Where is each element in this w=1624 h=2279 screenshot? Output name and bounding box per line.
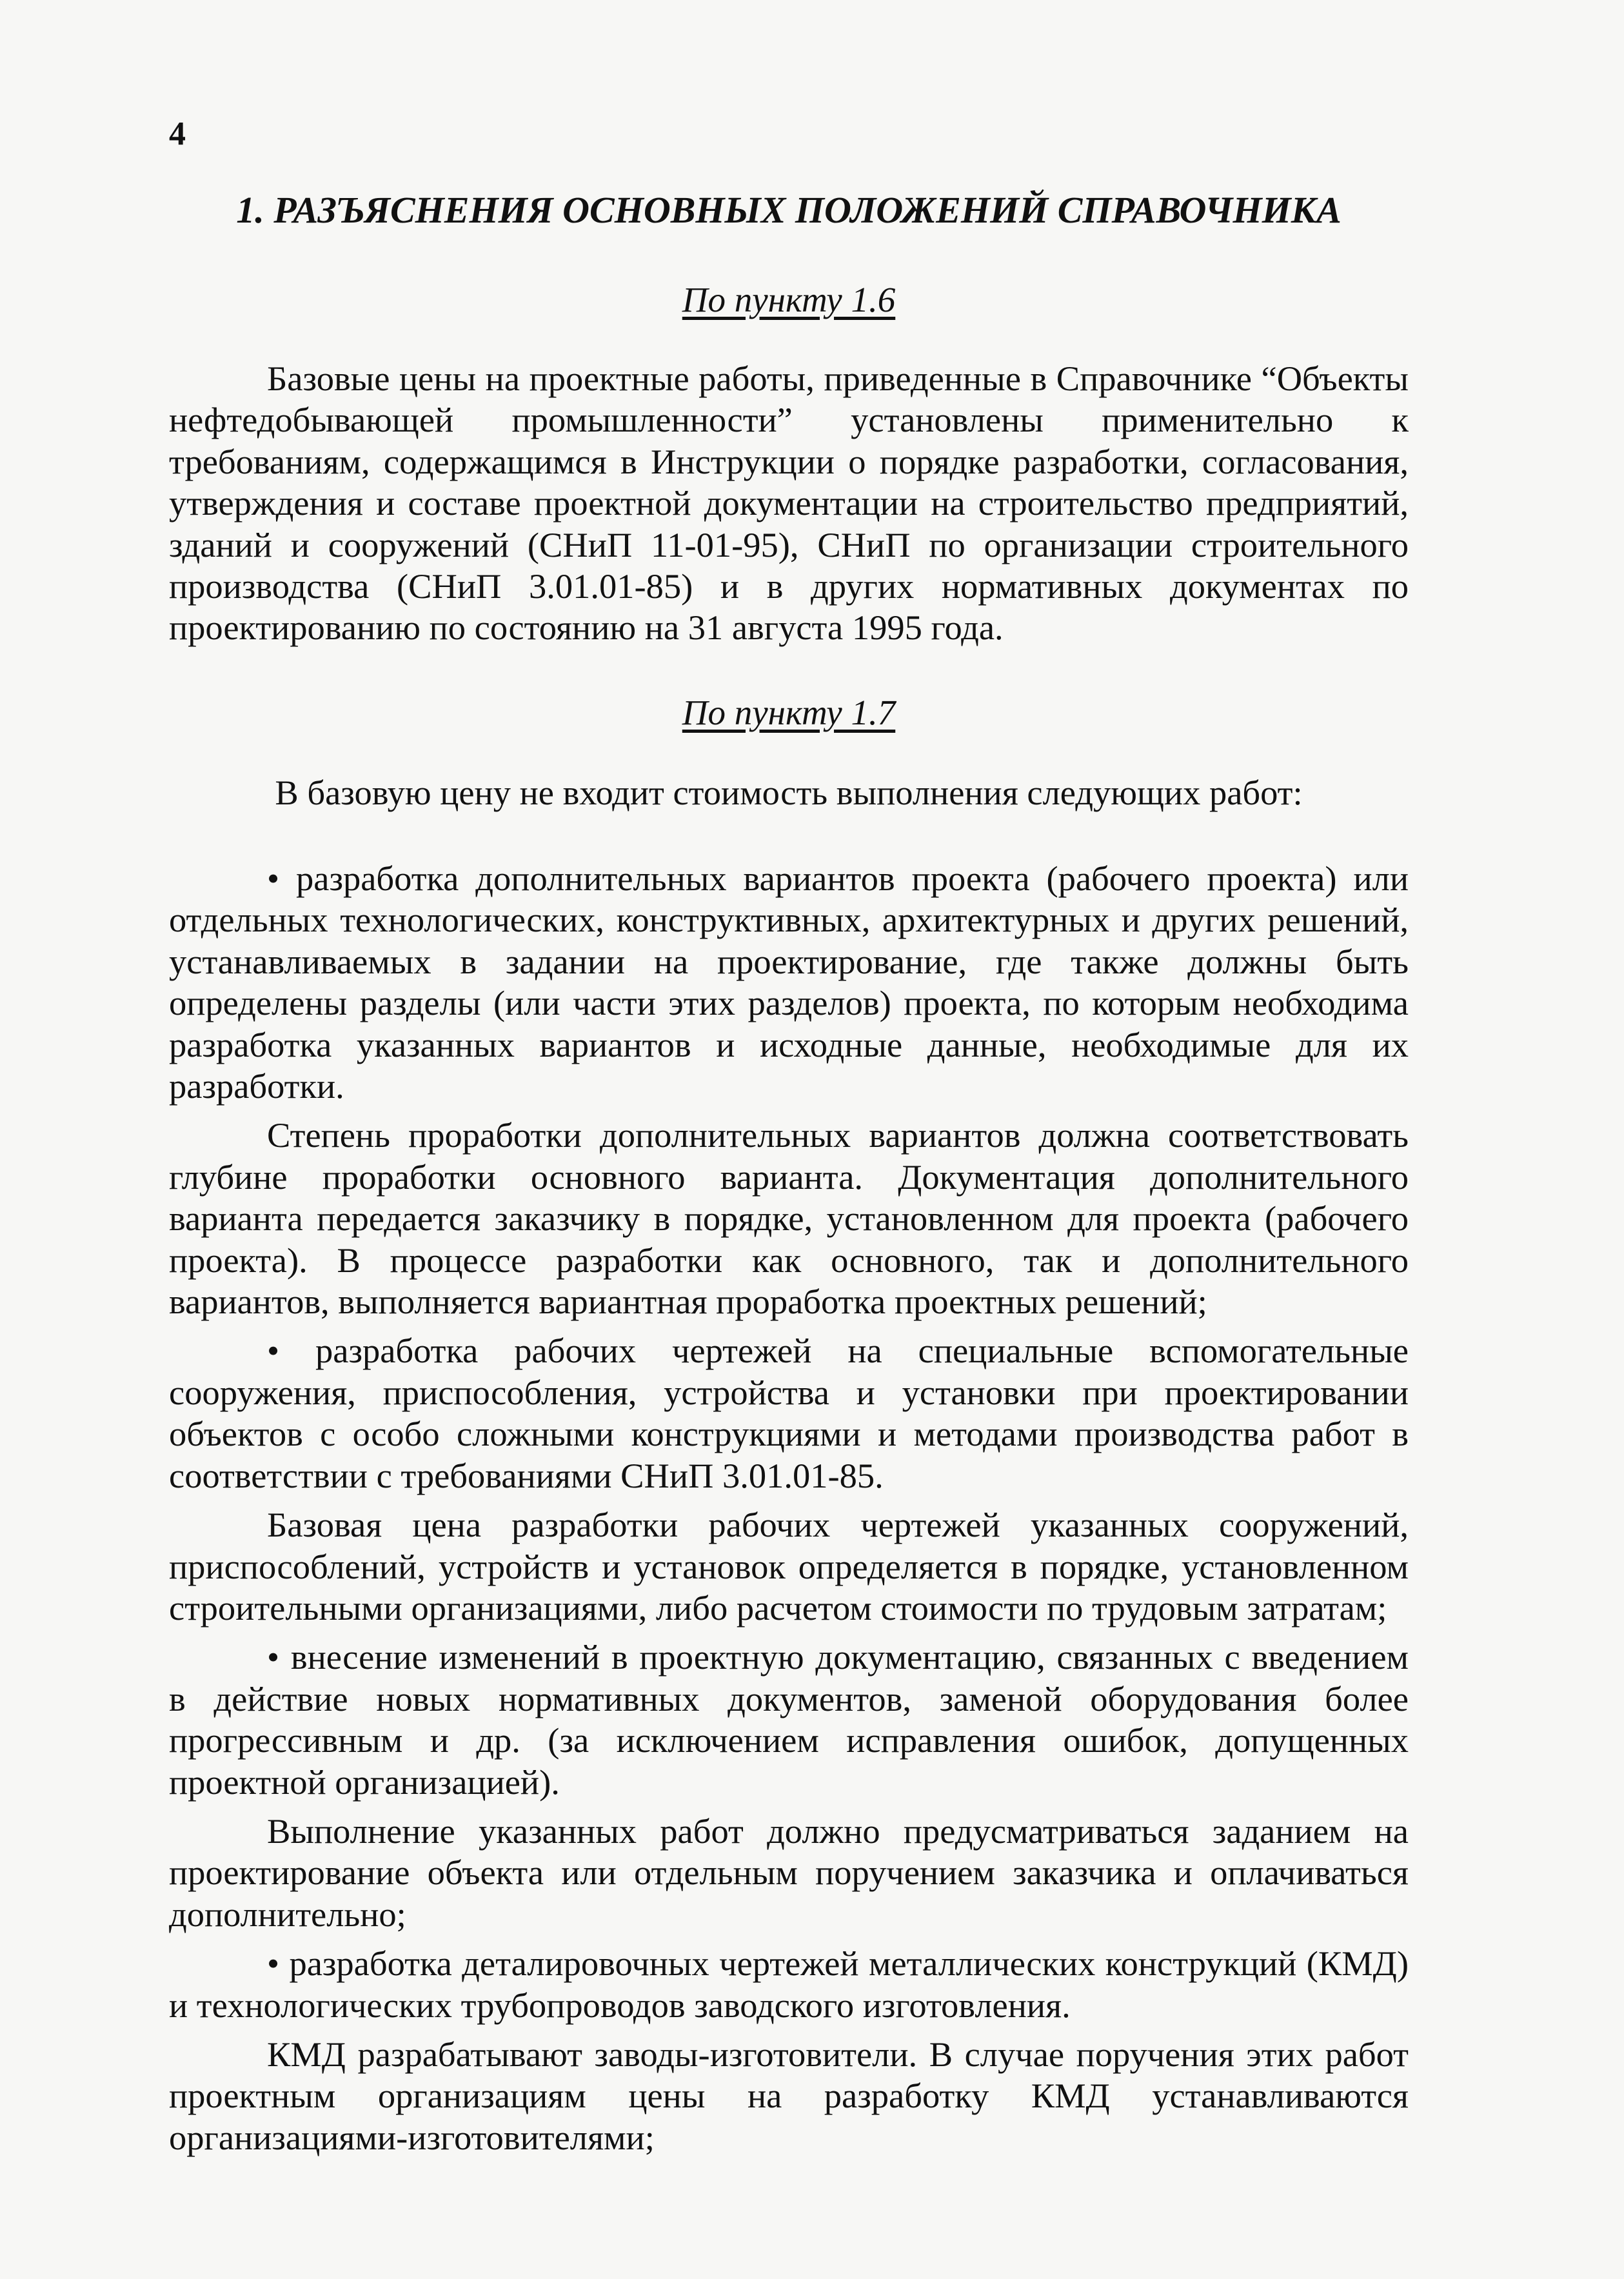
paragraph: • разработка рабочих чертежей на специальные вспомогательные сооружения, приспособления, устройства и установки при проектировании объектов с особо сложными конструкциями и методами производства работ в соответствии с требованиями СНиП 3.01.01-85. <box>169 1331 1409 1495</box>
section-heading-1-7: По пункту 1.7 <box>682 693 896 732</box>
page-number: 4 <box>169 115 186 152</box>
paragraph: КМД разрабатывают заводы-изготовители. В случае поручения этих работ проектным организациям цены на разработку КМД устанавливаются организациями-изготовителями; <box>169 2034 1409 2157</box>
section-1-6-body <box>169 358 1409 649</box>
paragraph: • разработка дополнительных вариантов проекта (рабочего проекта) или отдельных технологических, конструктивных, архитектурных и других решений, устанавливаемых в задании на проектирование, где также должны быть определены разделы (или части этих разделов) проекта, по которым необходима разработка указанных вариантов и исходные данные, необходимые для их разработки. <box>169 859 1409 1106</box>
section-1-7-body <box>169 858 1409 2158</box>
section-1-7-intro: В базовую цену не входит стоимость выполнения следующих работ: <box>275 773 1303 812</box>
paragraph: Базовая цена разработки рабочих чертежей указанных сооружений, приспособлений, устройств и установок определяется в порядке, установленном строительными организациями, либо расчетом стоимости по трудовым затратам; <box>169 1505 1409 1627</box>
page-title: 1. РАЗЪЯСНЕНИЯ ОСНОВНЫХ ПОЛОЖЕНИЙ СПРАВОЧНИКА <box>236 189 1342 231</box>
paragraph: Степень проработки дополнительных вариантов должна соответствовать глубине проработки основного варианта. Документация дополнительного варианта передается заказчику в порядке, установленном для проекта (рабочего проекта). В процессе разработки как основного, так и дополнительного вариантов, выполняется вариантная проработка проектных решений; <box>169 1115 1409 1322</box>
paragraph: Базовые цены на проектные работы, приведенные в Справочнике “Объекты нефтедобывающей промышленности” установлены применительно к требованиям, содержащимся в Инструкции о порядке разработки, согласования, утверждения и составе проектной документации на строительство предприятий, зданий и сооружений (СНиП 11-01-95), СНиП по организации строительного производства (СНиП 3.01.01-85) и в других нормативных документах по проектированию по состоянию на 31 августа 1995 года. <box>169 359 1409 648</box>
section-heading-1-6: По пункту 1.6 <box>682 280 896 319</box>
paragraph: Выполнение указанных работ должно предусматриваться заданием на проектирование объекта или отдельным поручением заказчика и оплачиваться дополнительно; <box>169 1811 1409 1934</box>
paragraph: • разработка деталировочных чертежей металлических конструкций (КМД) и технологических трубопроводов заводского изготовления. <box>169 1944 1409 2025</box>
paragraph: • внесение изменений в проектную документацию, связанных с введением в действие новых нормативных документов, заменой оборудования более прогрессивным и др. (за исключением исправления ошибок, допущенных проектной организацией). <box>169 1637 1409 1802</box>
